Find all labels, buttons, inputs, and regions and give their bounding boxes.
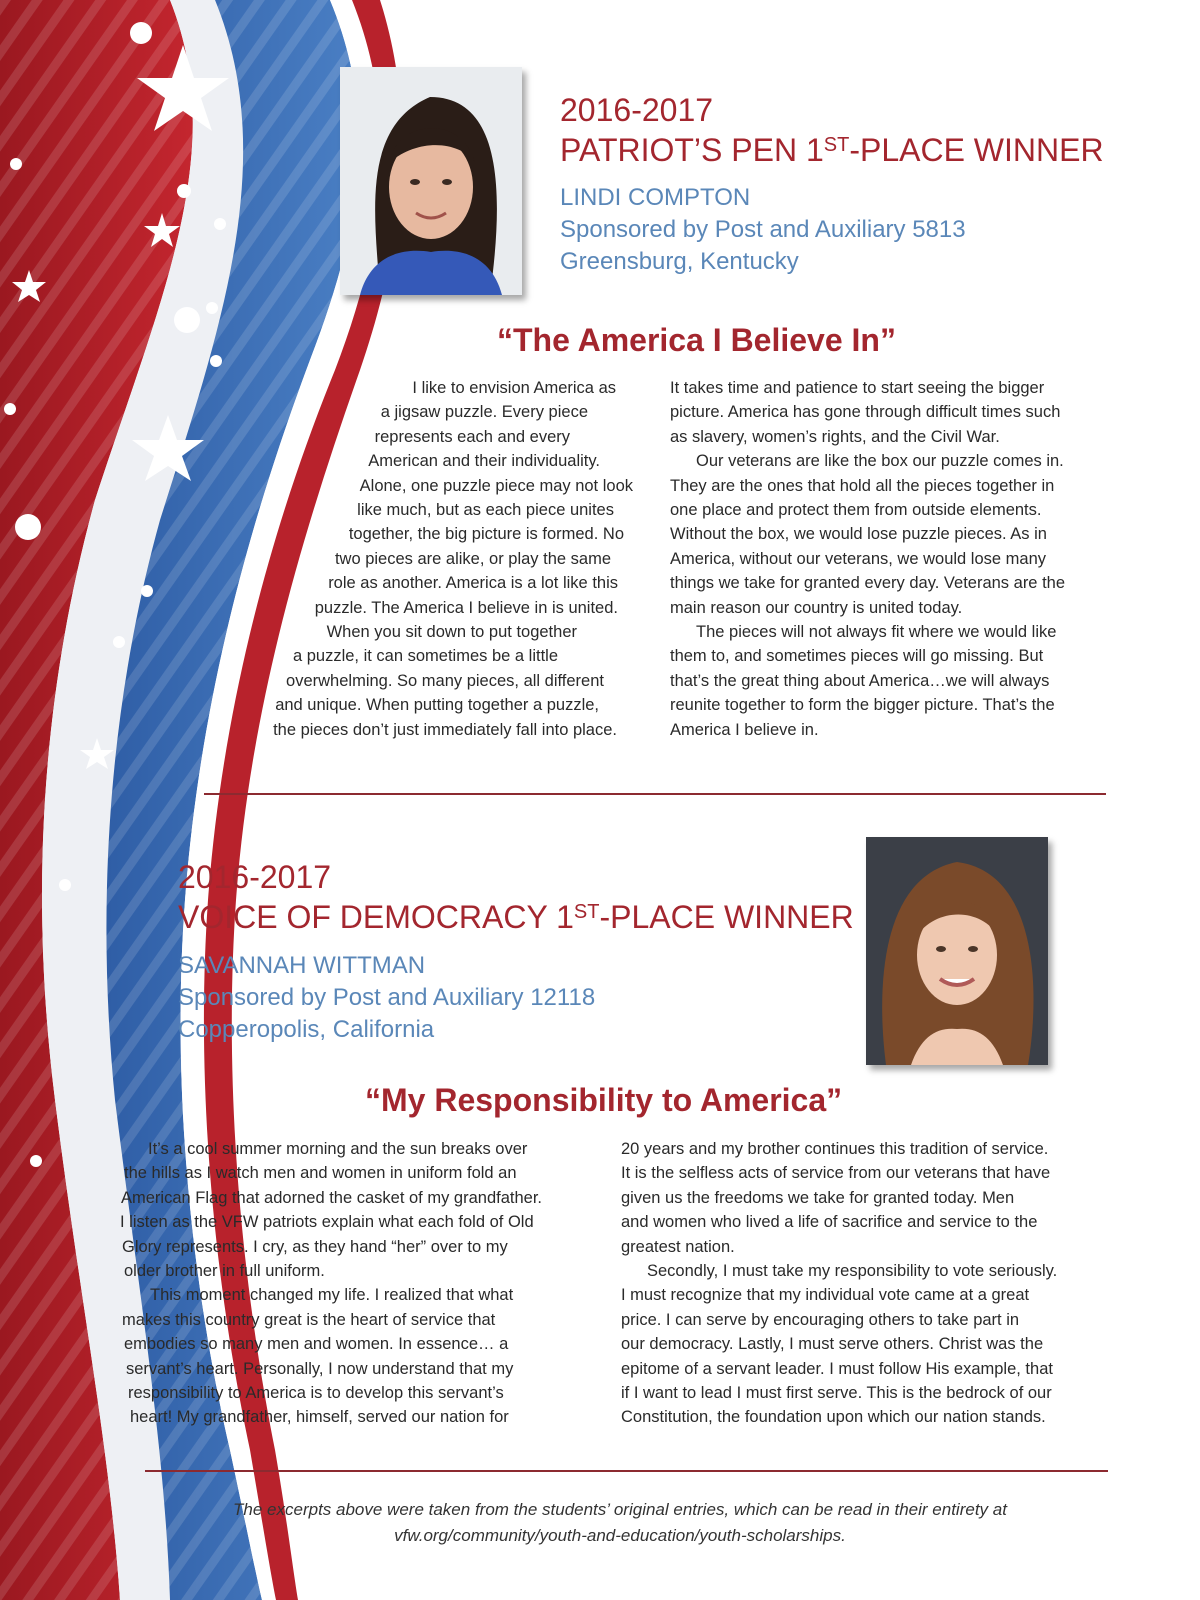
section1-award: PATRIOT’S PEN 1ST-PLACE WINNER <box>560 132 1104 168</box>
section2-sponsor: Sponsored by Post and Auxiliary 12118 <box>178 984 596 1011</box>
section2-award: VOICE OF DEMOCRACY 1ST-PLACE WINNER <box>178 899 854 935</box>
section1-location: Greensburg, Kentucky <box>560 248 799 275</box>
section1-left-column: I like to envision America as a jigsaw puzzle. Every piece represents each and every American and their individuality. Alone, one puzzle piece may not look like much, but as each piece unites together, the big picture is formed. No two pieces are alike, or play the same role as another. America is a lot like this puzzle. The America I believe in is united. When you sit down to put together a puzzle, it can sometimes be a little overwhelming. So many pieces, all different and unique. When putting together a puzzle, the pieces don’t just immediately fall into place. <box>273 379 633 739</box>
section2-year: 2016-2017 <box>178 859 332 895</box>
section1-winner-name: LINDI COMPTON <box>560 184 751 211</box>
section2-essay-title: “My Responsibility to America” <box>365 1082 843 1118</box>
section1-winner-info <box>560 182 966 278</box>
section2-winner-name: SAVANNAH WITTMAN <box>178 952 426 979</box>
section1-heading <box>560 90 1104 170</box>
section1-essay-title: “The America I Believe In” <box>497 322 896 358</box>
section1-sponsor: Sponsored by Post and Auxiliary 5813 <box>560 216 966 243</box>
section2-winner-info <box>178 950 595 1046</box>
section2-heading <box>178 857 854 937</box>
savannah-wittman-photo <box>866 837 1048 1065</box>
footer-note <box>160 1497 1080 1549</box>
lindi-compton-photo <box>340 67 522 295</box>
section1-right-column: It takes time and patience to start seeing the bigger picture. America has gone through difficult times such as slavery, women’s rights, and the Civil War. Our veterans are like the box our puzzle comes in. They are the ones that hold all the pieces together in one place and protect them from outside elements. Without the box, we would lose puzzle pieces. As in America, without our veterans, we would lose many things we take for granted every day. Veterans are the main reason our country is united today. The pieces will not always fit where we would like them to, and sometimes pieces will go missing. But that’s the great thing about America…we will always reunite together to form the bigger picture. That’s the America I believe in. <box>670 379 1066 739</box>
footer-line-1: The excerpts above were taken from the students’ original entries, which can be read in their entirety at <box>233 1500 1007 1519</box>
section-divider <box>204 793 1106 795</box>
section1-year: 2016-2017 <box>560 92 714 128</box>
section2-right-column: 20 years and my brother continues this tradition of service. It is the selfless acts of service from our veterans that have given us the freedoms we take for granted today. Men and women who lived a life of sacrifice and service to the greatest nation. Secondly, I must take my responsibility to vote seriously. I must recognize that my individual vote came at a great price. I can serve by encouraging others to take part in our democracy. Lastly, I must serve others. Christ was the epitome of a servant leader. I must follow His example, that if I want to lead I must first serve. This is the bedrock of our Constitution, the foundation upon which our nation stands. <box>621 1140 1058 1427</box>
footer-divider <box>145 1470 1108 1472</box>
section2-left-column: It’s a cool summer morning and the sun breaks over the hills as I watch men and women in uniform fold an American Flag that adorned the casket of my grandfather. I listen as the VFW patriots explain what each fold of Old Glory represents. I cry, as they hand “her” over to my older brother in full uniform. This moment changed my life. I realized that what makes this country great is the heart of service that embodies so many men and women. In essence… a servant’s heart. Personally, I now understand that my responsibility to America is to develop this servant’s heart! My grandfather, himself, served our nation for <box>120 1140 542 1427</box>
footer-link[interactable]: vfw.org/community/youth-and-education/youth-scholarships. <box>394 1526 846 1545</box>
section2-location: Copperopolis, California <box>178 1016 435 1043</box>
